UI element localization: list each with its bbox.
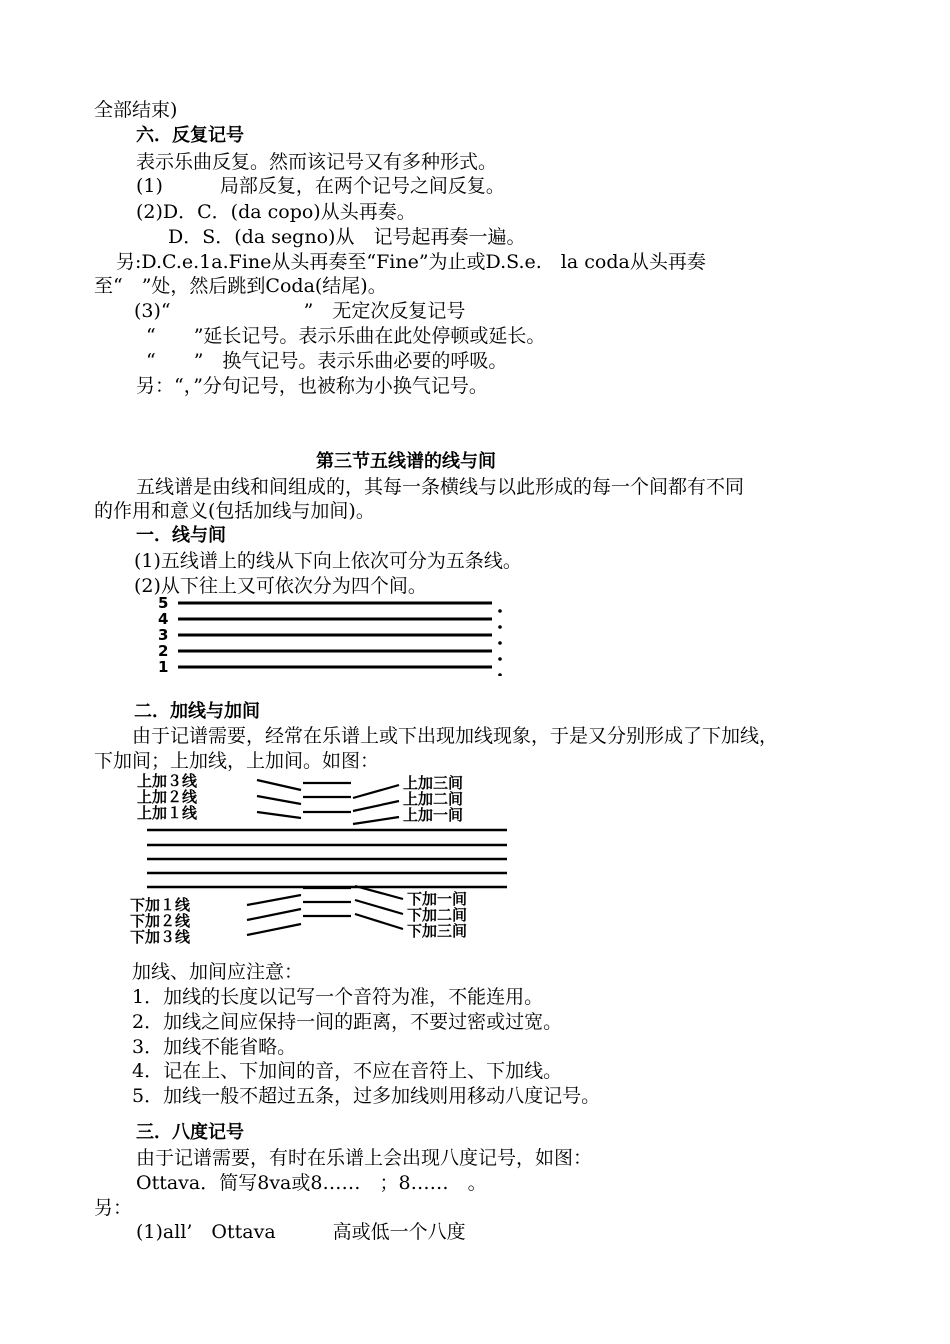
label-lower-ledger-2: 下加２线 — [130, 912, 191, 930]
note-item: 2．加线之间应保持一间的距离，不要过密或过宽。 — [132, 1011, 563, 1033]
label-lower-space-2: 下加二间 — [407, 906, 468, 924]
label-lower-space-1: 下加一间 — [407, 890, 468, 908]
continued-text: 全部结束) — [94, 99, 178, 121]
label-upper-space-3: 上加三间 — [403, 774, 464, 792]
paragraph: 另:D.C.e.1a.Fine从头再奏至“Fine”为止或D.S.e. la coda从头再奏 — [116, 251, 706, 273]
label-upper-ledger-2: 上加２线 — [137, 788, 198, 806]
label-lower-ledger-1: 下加１线 — [130, 896, 191, 914]
staff-number: 1 — [158, 658, 169, 676]
paragraph: 由于记谱需要，有时在乐谱上会出现八度记号，如图： — [136, 1147, 593, 1169]
paragraph: Ottava．简写8va或8…… ；8…… 。 — [136, 1172, 487, 1194]
staff-number: 3 — [158, 626, 169, 644]
note-item: 5．加线一般不超过五条，过多加线则用移动八度记号。 — [132, 1085, 601, 1107]
label-upper-space-2: 上加二间 — [403, 790, 464, 808]
heading-ledger-lines: 二．加线与加间 — [134, 701, 260, 722]
paragraph: (1)all’ Ottava 高或低一个八度 — [136, 1221, 466, 1243]
note-item: 3．加线不能省略。 — [132, 1036, 297, 1058]
label-upper-space-1: 上加一间 — [403, 806, 464, 824]
note-item: 4．记在上、下加间的音，不应在音符上、下加线。 — [132, 1060, 563, 1082]
heading-repeat-signs: 六．反复记号 — [136, 125, 244, 146]
paragraph: 的作用和意义(包括加线与加间)。 — [94, 500, 375, 522]
staff-number: 4 — [158, 610, 169, 628]
heading-octave-sign: 三．八度记号 — [136, 1122, 244, 1143]
paragraph: “ ” 换气记号。表示乐曲必要的呼吸。 — [146, 350, 508, 372]
paragraph: (3)“ ” 无定次反复记号 — [134, 300, 466, 322]
paragraph: 另：“，”分句记号，也被称为小换气记号。 — [136, 375, 488, 397]
paragraph: 五线谱是由线和间组成的，其每一条横线与以此形成的每一个间都有不同 — [136, 476, 745, 498]
paragraph: D．S．(da segno)从 记号起再奏一遍。 — [168, 226, 526, 248]
label-upper-ledger-1: 上加１线 — [137, 804, 198, 822]
paragraph: 至“ ”处，然后跳到Coda(结尾)。 — [94, 275, 387, 297]
paragraph: 下加间；上加线，上加间。如图： — [94, 750, 380, 772]
paragraph: (2)从下往上又可依次分为四个间。 — [134, 575, 427, 597]
paragraph: (1) 局部反复，在两个记号之间反复。 — [136, 175, 505, 197]
staff-number: 2 — [158, 642, 169, 660]
paragraph: 由于记谱需要，经常在乐谱上或下出现加线现象，于是又分别形成了下加线， — [132, 725, 779, 747]
label-upper-ledger-3: 上加３线 — [137, 772, 198, 790]
section-title: 第三节五线谱的线与间 — [316, 451, 496, 472]
staff-number: 5 — [158, 594, 169, 612]
ledger-figure — [125, 768, 535, 948]
label-lower-space-3: 下加三间 — [407, 922, 468, 940]
paragraph: 表示乐曲反复。然而该记号又有多种形式。 — [136, 151, 498, 173]
paragraph: 另： — [94, 1197, 133, 1219]
note-item: 1．加线的长度以记写一个音符为准，不能连用。 — [132, 986, 544, 1008]
paragraph: (2)D．C．(da copo)从头再奏。 — [136, 201, 416, 223]
paragraph: (1)五线谱上的线从下向上依次可分为五条线。 — [134, 550, 522, 572]
paragraph: “ ”延长记号。表示乐曲在此处停顿或延长。 — [146, 325, 546, 347]
label-lower-ledger-3: 下加３线 — [130, 928, 191, 946]
heading-lines-spaces: 一．线与间 — [136, 525, 226, 546]
notes-intro: 加线、加间应注意： — [132, 961, 304, 983]
staff-figure — [150, 592, 510, 676]
